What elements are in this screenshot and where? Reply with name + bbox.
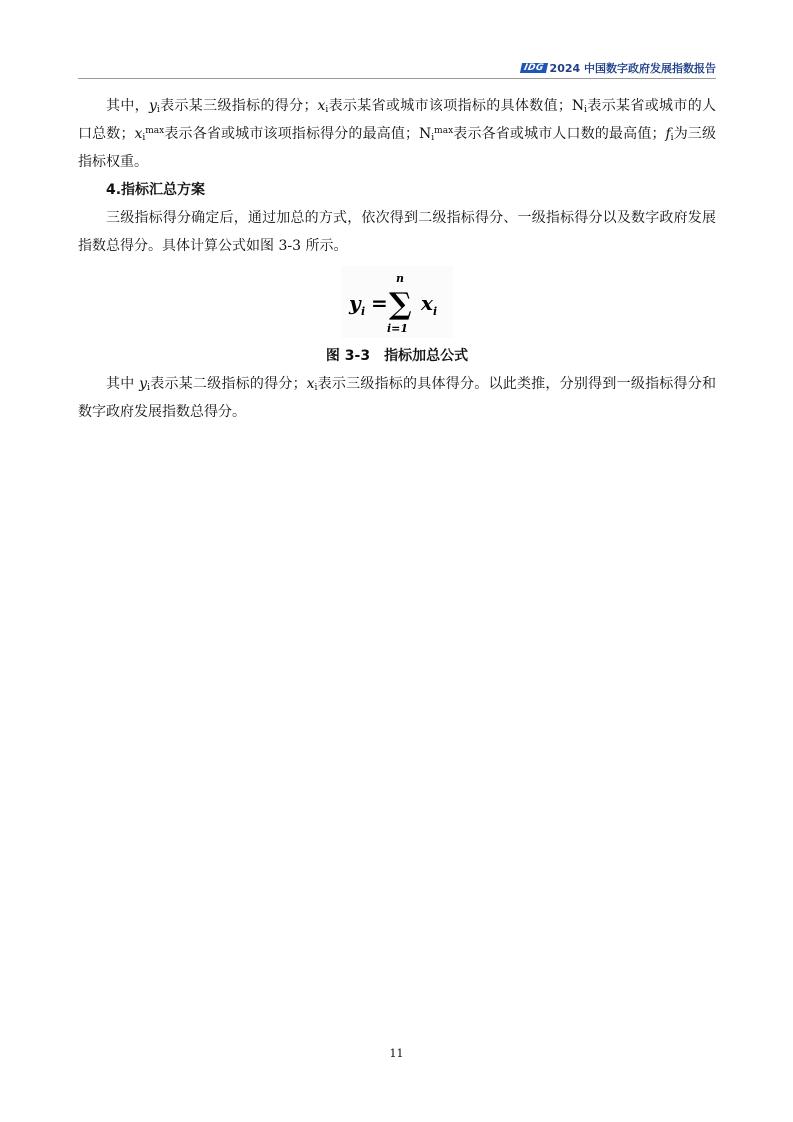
subscript: i	[431, 133, 435, 143]
page-number: 11	[389, 1047, 404, 1060]
formula-lower-limit: i=1	[387, 322, 409, 335]
subscript: i	[314, 383, 318, 393]
var-y: y	[139, 376, 148, 392]
var-y: y	[149, 98, 157, 114]
var-f: f	[665, 126, 671, 142]
var-n-max: N	[419, 126, 432, 142]
page-header	[78, 54, 716, 79]
subscript: i	[584, 105, 588, 115]
paragraph-aggregation-method: 三级指标得分确定后，通过加总的方式，依次得到二级指标得分、一级指标得分以及数字政府发展指数总得分。具体计算公式如图 3-3 所示。	[78, 210, 716, 254]
text-segment: 表示各省或城市人口数的最高值；	[453, 126, 666, 142]
text-segment: 其中	[106, 376, 140, 392]
header-title-group	[521, 60, 716, 76]
text-segment: 表示三级指标的具体得分。以此类推，分别得到一级指标得分和数字政府发展指数总得分。	[78, 376, 717, 420]
paragraph-variable-definitions	[78, 92, 716, 176]
text-segment: 表示某三级指标的得分；	[159, 98, 318, 114]
subscript: i	[147, 383, 150, 393]
subscript: i	[142, 133, 146, 143]
subscript: i	[156, 105, 160, 115]
idg-logo: IDG	[520, 63, 548, 73]
summation-sign: ∑	[389, 287, 412, 322]
paragraph-formula-explanation	[78, 370, 716, 426]
text-segment: 表示某省或城市的人口总数；	[78, 98, 717, 142]
subscript: i	[670, 133, 674, 143]
var-x-max: x	[134, 126, 143, 142]
superscript: max	[434, 126, 454, 136]
text-segment: 表示各省或城市该项指标得分的最高值；	[164, 126, 420, 142]
var-x: x	[317, 98, 326, 114]
subscript: i	[325, 105, 329, 115]
summation-formula	[341, 266, 453, 338]
superscript: max	[145, 126, 165, 136]
figure-caption: 图 3-3 指标加总公式	[325, 348, 469, 364]
var-n: N	[571, 98, 585, 114]
section-heading: 4.指标汇总方案	[106, 182, 206, 198]
formula-rhs: x	[421, 291, 433, 315]
formula-rhs-subscript: i	[433, 305, 438, 318]
text-segment: 为三级指标权重。	[78, 126, 717, 170]
formula-lhs-subscript: i	[361, 305, 366, 318]
formula-lhs: y	[349, 291, 361, 315]
text-segment: 其中，	[106, 98, 149, 114]
formula-figure	[78, 266, 716, 338]
text-segment: 表示某省或城市该项指标的具体数值；	[328, 98, 572, 114]
var-x: x	[306, 376, 315, 392]
text-segment: 表示某二级指标的得分；	[149, 376, 307, 392]
page-content	[78, 92, 716, 426]
header-title: 2024 中国数字政府发展指数报告	[549, 62, 716, 75]
formula-equals: =	[371, 291, 388, 315]
formula-upper-limit: n	[396, 272, 404, 285]
